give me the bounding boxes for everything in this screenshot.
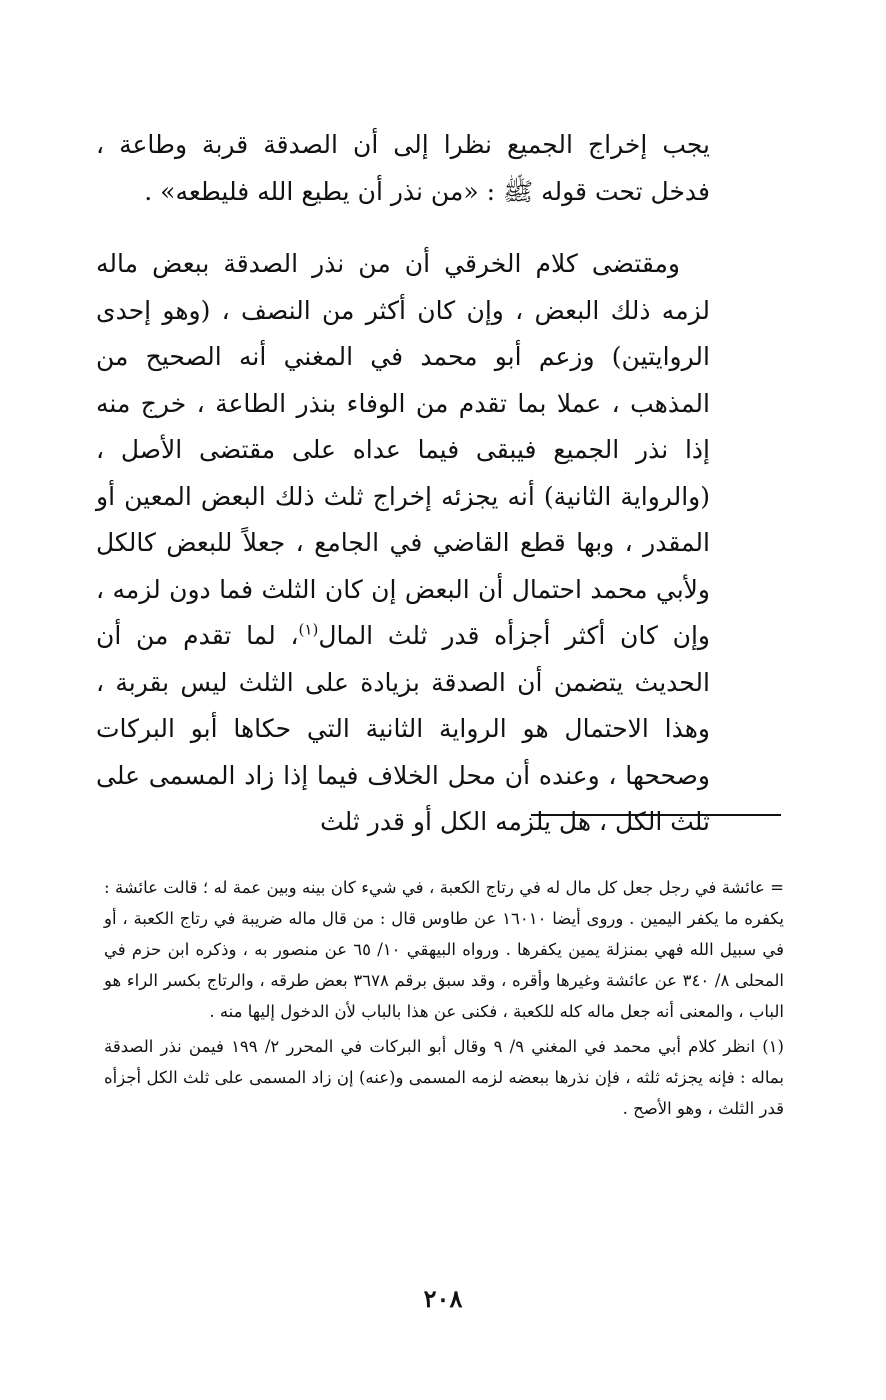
footnote-divider <box>531 814 781 816</box>
paragraph-2 <box>96 241 710 846</box>
footnotes-block <box>104 872 784 1128</box>
page-number: ٢٠٨ <box>423 1284 463 1313</box>
footnote-reference: (١) <box>298 620 319 639</box>
footnote-1: (١) انظر كلام أبي محمد في المغني ٩/ ٩ وقال أبو البركات في المحرر ٢/ ١٩٩ فيمن نذر الصدقة بماله : فإنه يجزئه ثلثه ، فإن نذرها ببعضه لزمه المسمى و(عنه) إن زاد المسمى على ثلث الكل أجزأه قدر الثلث ، وهو الأصح . <box>104 1037 784 1118</box>
paragraph-1: يجب إخراج الجميع نظرا إلى أن الصدقة قربة وطاعة ، فدخل تحت قوله ﷺ : «من نذر أن يطيع الله فليطعه» . <box>96 130 710 206</box>
paragraph-2-continued: ، لما تقدم من أن الحديث يتضمن أن الصدقة بزيادة على الثلث ليس بقربة ، وهذا الاحتمال هو الرواية الثانية التي حكاها أبو البركات وصححها ، وعنده أن محل الخلاف فيما إذا زاد المسمى على ثلث الكل ، هل يلزمه الكل أو قدر ثلث <box>96 621 710 836</box>
main-text-block <box>96 122 710 846</box>
paragraph-2-text: ومقتضى كلام الخرقي أن من نذر الصدقة ببعض ماله لزمه ذلك البعض ، وإن كان أكثر من النصف ، (وهو إحدى الروايتين) وزعم أبو محمد في المغني أنه الصحيح من المذهب ، عملا بما تقدم من الوفاء بنذر الطاعة ، خرج منه إذا نذر الجميع فيبقى فيما عداه على مقتضى الأصل ، (والرواية الثانية) أنه يجزئه إخراج ثلث ذلك البعض المعين أو المقدر ، وبها قطع القاضي في الجامع ، جعلاً للبعض كالكل ولأبي محمد احتمال أن البعض إن كان الثلث فما دون لزمه ، وإن كان أكثر أجزأه قدر ثلث المال <box>96 249 710 650</box>
footnote-continued: = عائشة في رجل جعل كل مال له في رتاج الكعبة ، في شيء كان بينه وبين عمة له ؛ قالت عائشة : يكفره ما يكفر اليمين . وروى أيضا ١٦٠١٠ عن طاوس قال : من قال ماله ضريبة في رتاج الكعبة ، أو في سبيل الله فهي بمنزلة يمين يكفرها . ورواه البيهقي ١٠/ ٦٥ عن منصور به ، وذكره ابن حزم في المحلى ٨/ ٣٤٠ عن عائشة وغيرها وأقره ، وقد سبق برقم ٣٦٧٨ بعض طرقه ، والرتاج بكسر الراء هو الباب ، والمعنى أنه جعل ماله كله للكعبة ، فكنى عن هذا بالباب لأن الدخول إليها منه . <box>104 878 785 1021</box>
